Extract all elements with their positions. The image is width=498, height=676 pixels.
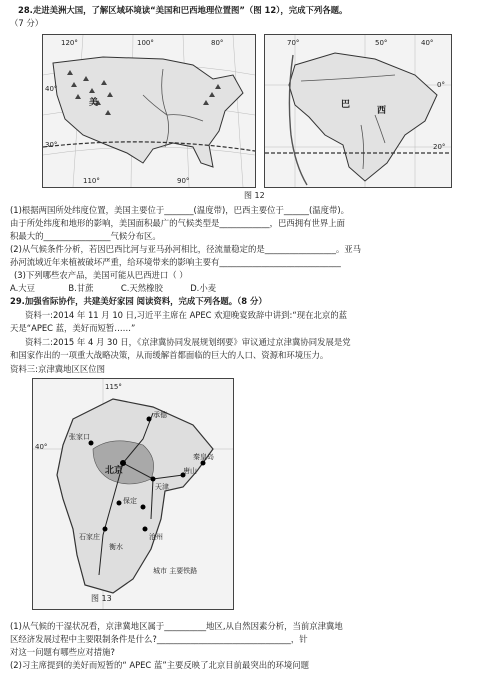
br-lon-label: 50° xyxy=(375,39,388,47)
option-c: C.天然橡胶 xyxy=(120,283,163,293)
brazil-map-drawing xyxy=(265,35,451,187)
jjj-lat-label: 40° xyxy=(35,443,48,451)
us-country-label: 美 xyxy=(89,98,99,108)
q28-title: 28.走进美洲大国，了解区域环境读“美国和巴西地理位置图”（图 12），完成下列各题。 xyxy=(18,5,348,15)
map-legend: 城市 主要铁路 xyxy=(153,567,198,575)
q29-mat1-line2: 天是“APEC 蓝，美好而短暂……” xyxy=(10,323,136,333)
jjj-map-drawing xyxy=(33,379,233,609)
q29-title: 29.加强省际协作，共建美好家园 阅读资料，完成下列各题。（8 分） xyxy=(10,296,267,306)
city-label: 石家庄 xyxy=(79,533,100,541)
figure-13-caption: 图 13 xyxy=(91,594,112,603)
br-lat-label: 0° xyxy=(437,81,445,89)
q29-mat3: 资料三:京津冀地区区位图 xyxy=(10,364,105,374)
q29-sub1-line2: 区经济发展过程中主要限制条件是什么?________________________________，针 xyxy=(10,634,308,644)
q28-options xyxy=(10,282,488,295)
figure-12-caption: 图 12 xyxy=(244,191,265,200)
q29-mat2-line1: 资料二:2015 年 4 月 30 日，《京津冀协同发展规划纲要》审议通过京津冀协同发展是党 xyxy=(25,337,351,347)
us-lon-label: 120° xyxy=(61,39,78,47)
q28-sub2-line1: (2)从气候条件分析，若因巴西比河与亚马孙河相比，径流量稳定的是_________________。亚马 xyxy=(10,244,362,254)
us-lon-label: 110° xyxy=(83,177,100,185)
brazil-label: 西 xyxy=(377,106,387,116)
us-lon-label: 100° xyxy=(137,39,154,47)
us-map xyxy=(42,34,256,188)
city-label: 天津 xyxy=(155,483,169,491)
q28-sub2-line2: 孙河流域近年来植被破坏严重，给环境带来的影响主要有_____________________________ xyxy=(10,257,341,267)
option-d: D.小麦 xyxy=(190,283,217,293)
brazil-label: 巴 xyxy=(341,100,351,110)
q28-sub3: (3)下列哪些农产品，美国可能从巴西进口（ ） xyxy=(14,270,188,280)
jjj-map xyxy=(32,378,234,610)
city-label: 秦皇岛 xyxy=(193,453,214,461)
city-label: 唐山 xyxy=(183,467,197,475)
us-lon-label: 90° xyxy=(177,177,190,185)
us-lon-label: 80° xyxy=(211,39,224,47)
q28-sub1-line2: 由于所处纬度和地形的影响，美国面积最广的气候类型是____________，巴西拥有世界上面 xyxy=(10,218,345,228)
city-label: 沧州 xyxy=(149,533,163,541)
option-a: A.大豆 xyxy=(10,283,35,293)
q28-points: （7 分） xyxy=(10,18,44,28)
city-label: 北京 xyxy=(105,466,124,476)
us-lat-label: 30° xyxy=(45,141,58,149)
q29-sub1-line3: 对这一问题有哪些应对措施? xyxy=(10,647,115,657)
q29-sub1-line1: (1)从气候的干湿状况看，京津冀地区属于__________地区,从自然因素分析，当前京津冀地 xyxy=(10,621,343,631)
city-label: 承德 xyxy=(153,411,167,419)
us-map-drawing xyxy=(43,35,255,187)
jjj-lon-label: 115° xyxy=(105,383,122,391)
city-label: 张家口 xyxy=(69,433,90,441)
br-lat-label: 20° xyxy=(433,143,446,151)
q29-mat2-line2: 和国家作出的一项重大战略决策，从而缓解首都面临的巨大的人口、资源和环境压力。 xyxy=(10,350,329,360)
us-lat-label: 40° xyxy=(45,85,58,93)
q29-sub2: (2)习主席提到的美好而短暂的“ APEC 蓝”主要反映了北京目前最突出的环境问题 xyxy=(10,660,310,670)
q29-mat1-line1: 资料一:2014 年 11 月 10 日,习近平主席在 APEC 欢迎晚宴致辞中讲到:“现在北京的蓝 xyxy=(25,310,347,320)
br-lon-label: 40° xyxy=(421,39,434,47)
option-b: B.甘蔗 xyxy=(68,283,94,293)
q28-sub1-line3: 积最大的________________气候分布区。 xyxy=(10,231,161,241)
city-label: 保定 xyxy=(123,497,137,505)
city-label: 衡水 xyxy=(109,543,123,551)
q28-sub1-line1: (1)根据两国所处纬度位置，美国主要位于_______(温度带)，巴西主要位于______(温度带)。 xyxy=(10,205,349,215)
brazil-map xyxy=(264,34,452,188)
br-lon-label: 70° xyxy=(287,39,300,47)
